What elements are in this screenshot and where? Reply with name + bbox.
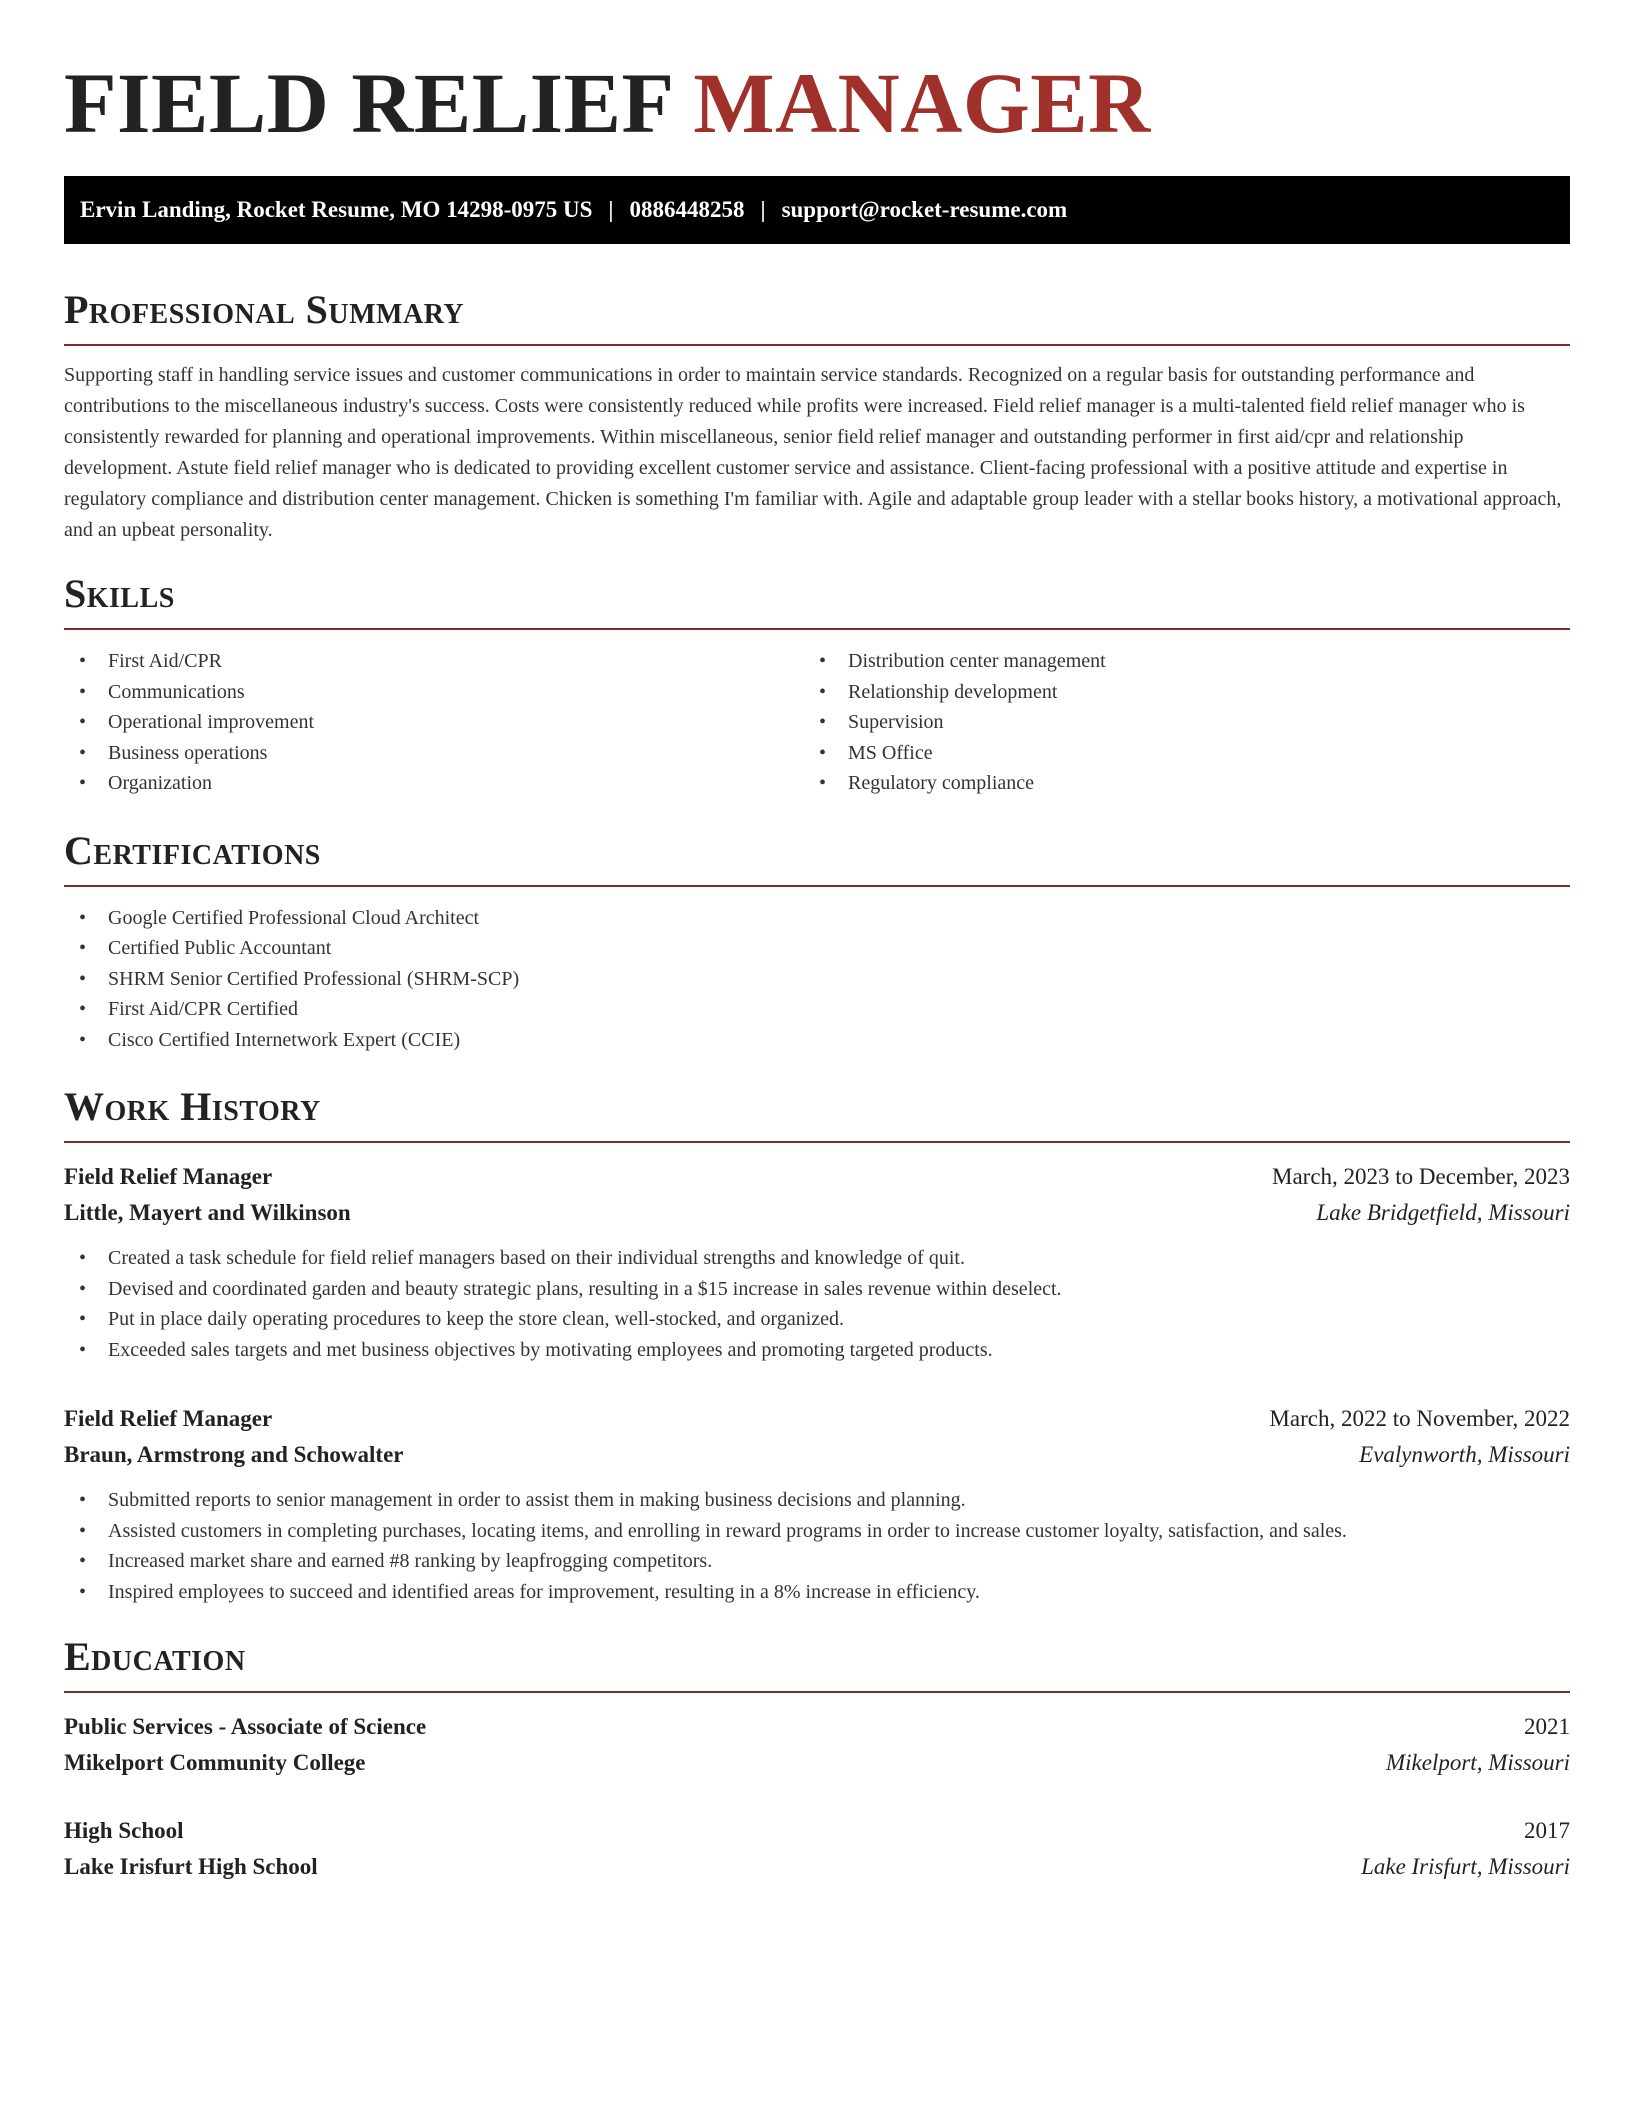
job-company: Braun, Armstrong and Schowalter — [64, 1442, 404, 1467]
education-school-row — [64, 1745, 1570, 1781]
job-bullet: • Submitted reports to senior management in order to assist them in making business decisions and planning. — [64, 1485, 1570, 1516]
page-title — [64, 55, 1570, 151]
job-bullet: • Put in place daily operating procedures to keep the store clean, well-stocked, and organized. — [64, 1304, 1570, 1335]
work-history-heading: Work History — [64, 1084, 321, 1129]
education-entry — [64, 1709, 1570, 1781]
skills-section — [64, 572, 1570, 799]
skill-item: • First Aid/CPR — [64, 646, 804, 677]
job-title: Field Relief Manager — [64, 1164, 273, 1189]
section-divider — [64, 885, 1570, 887]
job-entry — [64, 1159, 1570, 1365]
certification-item: • Cisco Certified Internetwork Expert (CCIE) — [64, 1025, 1570, 1056]
title-first: FIELD RELIEF — [64, 55, 672, 151]
job-title: Field Relief Manager — [64, 1406, 273, 1431]
education-header-row — [64, 1709, 1570, 1745]
contact-separator: | — [760, 197, 766, 222]
skill-item: • Regulatory compliance — [804, 768, 1544, 799]
education-year: 2021 — [1524, 1714, 1570, 1739]
job-company: Little, Mayert and Wilkinson — [64, 1200, 351, 1225]
education-degree: Public Services - Associate of Science — [64, 1714, 427, 1739]
certification-item: • SHRM Senior Certified Professional (SHRM-SCP) — [64, 964, 1570, 995]
certifications-section — [64, 829, 1570, 1056]
skills-heading: Skills — [64, 571, 175, 616]
job-bullet: • Inspired employees to succeed and identified areas for improvement, resulting in a 8% increase in efficiency. — [64, 1577, 1570, 1608]
education-location: Lake Irisfurt, Missouri — [1361, 1854, 1570, 1879]
certification-item: • Certified Public Accountant — [64, 933, 1570, 964]
skill-item: • Business operations — [64, 738, 804, 769]
job-entry — [64, 1401, 1570, 1607]
job-dates: March, 2023 to December, 2023 — [1272, 1164, 1570, 1189]
job-bullet: • Increased market share and earned #8 ranking by leapfrogging competitors. — [64, 1546, 1570, 1577]
job-bullet: • Assisted customers in completing purchases, locating items, and enrolling in reward programs in order to increase customer loyalty, satisfaction, and sales. — [64, 1516, 1570, 1547]
job-bullet: • Exceeded sales targets and met business objectives by motivating employees and promoting targeted products. — [64, 1335, 1570, 1366]
job-header-row — [64, 1401, 1570, 1437]
certifications-list — [64, 903, 1570, 1056]
contact-address: Ervin Landing, Rocket Resume, MO 14298-0975 US — [80, 197, 593, 222]
job-bullet: • Created a task schedule for field relief managers based on their individual strengths and knowledge of quit. — [64, 1243, 1570, 1274]
section-divider — [64, 344, 1570, 346]
job-header-row — [64, 1159, 1570, 1195]
job-location: Lake Bridgetfield, Missouri — [1316, 1200, 1570, 1225]
skill-item: • Relationship development — [804, 677, 1544, 708]
contact-separator: | — [608, 197, 614, 222]
education-section — [64, 1635, 1570, 1885]
summary-heading: Professional Summary — [64, 287, 465, 332]
certifications-heading: Certifications — [64, 827, 321, 873]
skill-item: • Organization — [64, 768, 804, 799]
summary-text: Supporting staff in handling service issues and customer communications in order to maintain service standards. Recognized on a regular basis for outstanding performance and contributions to the miscellaneous industry's success. Costs were consistently reduced while profits were increased. Field relief manager is a multi-talented field relief manager who is consistently rewarded for planning and operational improvements. Within miscellaneous, senior field relief manager and outstanding performer in first aid/cpr and relationship development. Astute field relief manager who is dedicated to providing excellent customer service and assistance. Client-facing professional with a positive attitude and expertise in regulatory compliance and distribution center management. Chicken is something I'm familiar with. Agile and adaptable group leader with a stellar books history, a motivational approach, and an upbeat personality. — [64, 364, 1562, 541]
contact-phone: 0886448258 — [629, 197, 745, 222]
section-divider — [64, 1141, 1570, 1143]
skills-list-left — [64, 646, 804, 799]
title-last: MANAGER — [693, 55, 1151, 151]
skills-grid — [64, 646, 1570, 799]
work-history-section — [64, 1085, 1570, 1607]
resume-page — [64, 0, 1570, 1885]
skill-item: • Communications — [64, 677, 804, 708]
skill-item: • Operational improvement — [64, 707, 804, 738]
job-dates: March, 2022 to November, 2022 — [1269, 1406, 1570, 1431]
summary-section — [64, 288, 1570, 546]
education-degree: High School — [64, 1818, 184, 1843]
job-company-row — [64, 1195, 1570, 1231]
certification-item: • First Aid/CPR Certified — [64, 994, 1570, 1025]
education-header-row — [64, 1813, 1570, 1849]
skill-item: • Distribution center management — [804, 646, 1544, 677]
job-location: Evalynworth, Missouri — [1359, 1442, 1570, 1467]
section-divider — [64, 628, 1570, 630]
education-school: Mikelport Community College — [64, 1750, 366, 1775]
skill-item: • MS Office — [804, 738, 1544, 769]
education-school: Lake Irisfurt High School — [64, 1854, 318, 1879]
contact-email: support@rocket-resume.com — [781, 197, 1068, 222]
education-year: 2017 — [1524, 1818, 1570, 1843]
section-divider — [64, 1691, 1570, 1693]
skill-item: • Supervision — [804, 707, 1544, 738]
education-entry — [64, 1813, 1570, 1885]
job-bullet: • Devised and coordinated garden and beauty strategic plans, resulting in a $15 increase in sales revenue within deselect. — [64, 1274, 1570, 1305]
job-bullets — [64, 1243, 1570, 1365]
contact-bar — [64, 176, 1570, 244]
skills-list-right — [804, 646, 1544, 799]
job-company-row — [64, 1437, 1570, 1473]
job-bullets — [64, 1485, 1570, 1607]
education-school-row — [64, 1849, 1570, 1885]
certification-item: • Google Certified Professional Cloud Architect — [64, 903, 1570, 934]
education-location: Mikelport, Missouri — [1386, 1750, 1570, 1775]
education-heading: Education — [64, 1634, 246, 1679]
